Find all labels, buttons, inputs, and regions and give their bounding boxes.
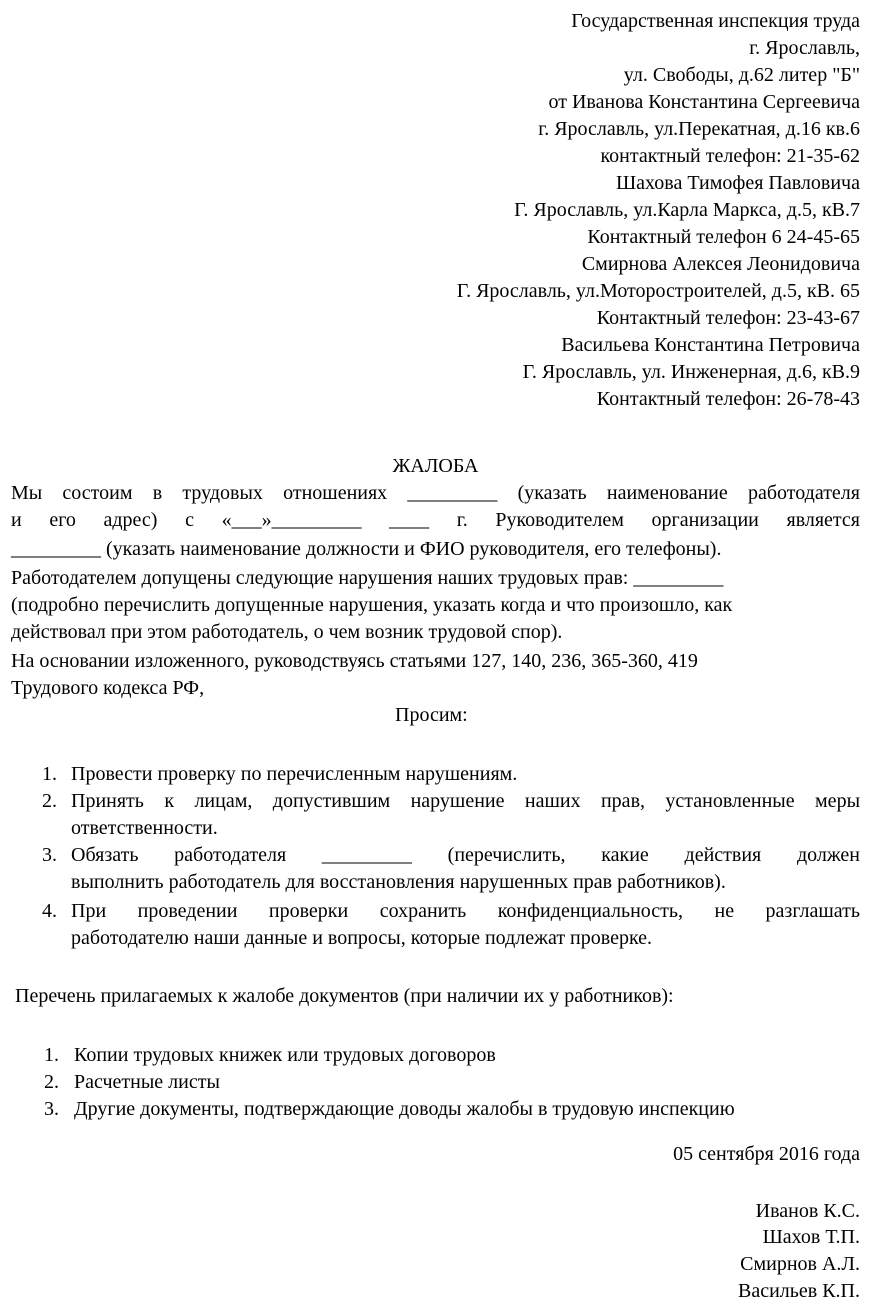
body-line: _________ (указать наименование должности и ФИО руководителя, его телефоны). bbox=[11, 538, 722, 560]
signature: Шахов Т.П. bbox=[762, 1226, 860, 1248]
body-line: Работодателем допущены следующие нарушения наших трудовых прав: _________ bbox=[11, 567, 724, 589]
applicant-phone: Контактный телефон: 23-43-67 bbox=[596, 307, 860, 329]
signature: Иванов К.С. bbox=[755, 1200, 860, 1222]
attachment-item: Расчетные листы bbox=[74, 1071, 220, 1093]
list-item-cont: ответственности. bbox=[71, 817, 218, 839]
body-line: и его адрес) с «___»_________ ____ г. Руководителем организации является bbox=[11, 509, 860, 531]
document-date: 05 сентября 2016 года bbox=[673, 1143, 860, 1165]
list-number: 4. bbox=[42, 900, 57, 922]
list-item: Провести проверку по перечисленным нарушениям. bbox=[71, 763, 518, 785]
applicant-address: Г. Ярославль, ул.Моторостроителей, д.5, кВ. 65 bbox=[456, 280, 860, 302]
list-number: 1. bbox=[44, 1044, 59, 1066]
body-line: действовал при этом работодатель, о чем возник трудовой спор). bbox=[11, 621, 563, 643]
applicant-name: Смирнова Алексея Леонидовича bbox=[581, 253, 860, 275]
signature: Васильев К.П. bbox=[737, 1280, 860, 1302]
applicant-phone: Контактный телефон 6 24-45-65 bbox=[587, 226, 860, 248]
list-number: 3. bbox=[42, 844, 57, 866]
applicant-name: Васильева Константина Петровича bbox=[561, 334, 860, 356]
applicant-phone: контактный телефон: 21-35-62 bbox=[600, 145, 860, 167]
list-number: 2. bbox=[42, 790, 57, 812]
list-number: 2. bbox=[44, 1071, 59, 1093]
attachment-item: Другие документы, подтверждающие доводы жалобы в трудовую инспекцию bbox=[74, 1098, 735, 1120]
list-item-cont: работодателю наши данные и вопросы, которые подлежат проверке. bbox=[71, 927, 653, 949]
applicant-name: Шахова Тимофея Павловича bbox=[615, 172, 860, 194]
applicant-address: г. Ярославль, ул.Перекатная, д.16 кв.6 bbox=[538, 118, 860, 140]
list-number: 1. bbox=[42, 763, 57, 785]
addressee-line: Государственная инспекция труда bbox=[571, 10, 860, 32]
list-item: При проведении проверки сохранить конфиденциальность, не разглашать bbox=[71, 900, 860, 922]
applicant-address: Г. Ярославль, ул.Карла Маркса, д.5, кВ.7 bbox=[514, 199, 860, 221]
signature: Смирнов А.Л. bbox=[740, 1253, 860, 1275]
body-line: Трудового кодекса РФ, bbox=[11, 677, 205, 699]
list-item: Принять к лицам, допустившим нарушение наших прав, установленные меры bbox=[71, 790, 860, 812]
body-line: На основании изложенного, руководствуясь статьями 127, 140, 236, 365-360, 419 bbox=[11, 650, 698, 672]
attachment-item: Копии трудовых книжек или трудовых договоров bbox=[74, 1044, 496, 1066]
body-line: (подробно перечислить допущенные нарушения, указать когда и что произошло, как bbox=[11, 594, 733, 616]
list-item: Обязать работодателя _________ (перечислить, какие действия должен bbox=[71, 844, 860, 866]
applicant-phone: Контактный телефон: 26-78-43 bbox=[596, 388, 860, 410]
addressee-line: г. Ярославль, bbox=[749, 37, 860, 59]
applicant-name: от Иванова Константина Сергеевича bbox=[548, 91, 860, 113]
applicant-address: Г. Ярославль, ул. Инженерная, д.6, кВ.9 bbox=[522, 361, 860, 383]
body-line: Мы состоим в трудовых отношениях _________ (указать наименование работодателя bbox=[11, 482, 860, 504]
list-item-cont: выполнить работодатель для восстановления нарушенных прав работников). bbox=[71, 871, 726, 893]
addressee-line: ул. Свободы, д.62 литер "Б" bbox=[623, 64, 860, 86]
attachments-heading: Перечень прилагаемых к жалобе документов (при наличии их у работников): bbox=[15, 985, 674, 1007]
request-heading: Просим: bbox=[395, 704, 468, 726]
document-title: ЖАЛОБА bbox=[392, 455, 479, 477]
list-number: 3. bbox=[44, 1098, 59, 1120]
